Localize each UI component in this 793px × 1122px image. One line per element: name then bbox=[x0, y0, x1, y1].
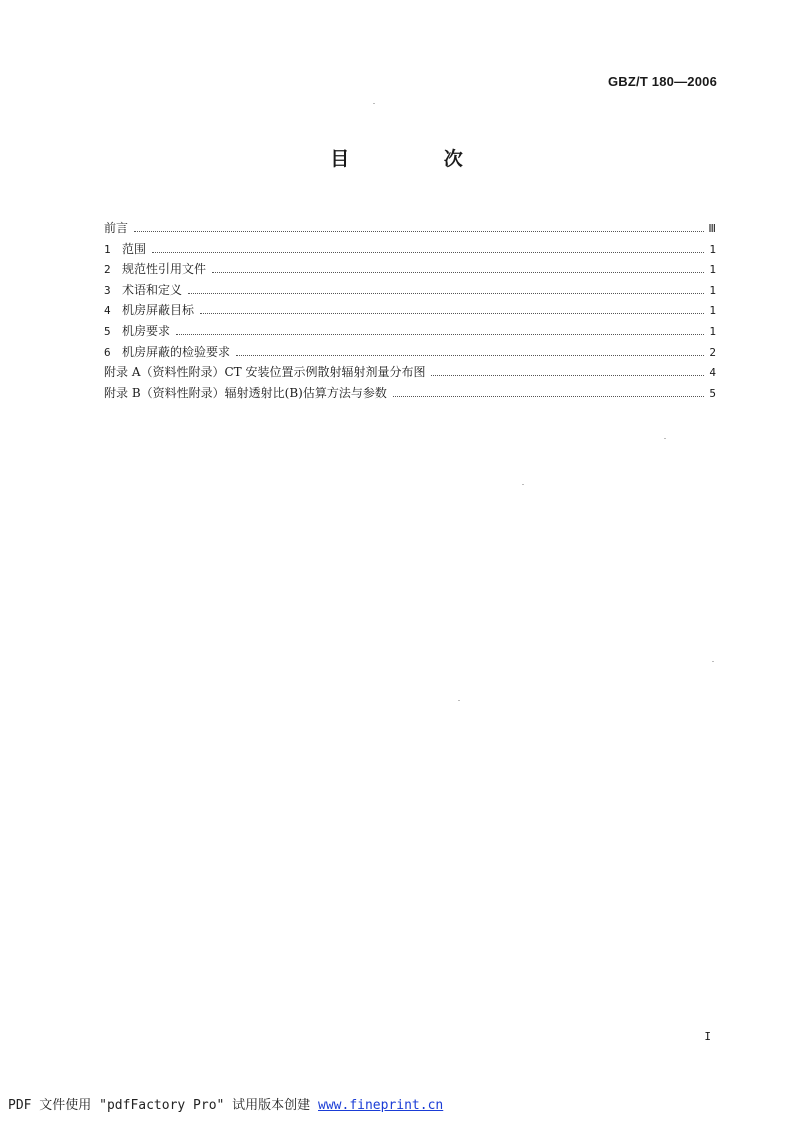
toc-dot-leader bbox=[134, 231, 704, 232]
scan-speck bbox=[522, 484, 524, 485]
toc-dot-leader bbox=[236, 355, 704, 356]
toc-entry-number: 4 bbox=[104, 304, 111, 318]
toc-entry-page: 2 bbox=[709, 345, 716, 359]
toc-dot-leader bbox=[176, 334, 704, 335]
toc-dot-leader bbox=[212, 272, 704, 273]
toc-dot-leader bbox=[431, 375, 704, 376]
toc-entry-page: 1 bbox=[709, 242, 716, 256]
toc-entry-label: 机房要求 bbox=[122, 323, 171, 338]
page-title: 目 次 bbox=[330, 148, 507, 170]
footer-text: PDF 文件使用 "pdfFactory Pro" 试用版本创建 bbox=[8, 1098, 311, 1113]
toc-entry[interactable] bbox=[104, 259, 716, 280]
toc-entry-page: 4 bbox=[709, 366, 716, 380]
toc-entry-label: 附录 A（资料性附录）CT 安装位置示例散射辐射剂量分布图 bbox=[104, 365, 426, 380]
scan-speck bbox=[373, 103, 375, 104]
standard-code: GBZ/T 180—2006 bbox=[607, 74, 717, 89]
toc-entry[interactable] bbox=[104, 300, 716, 321]
toc-entry-label: 规范性引用文件 bbox=[122, 262, 207, 277]
toc-entry-number: 5 bbox=[104, 324, 111, 338]
toc-entry-number: 6 bbox=[104, 345, 111, 359]
toc-entry-label: 范围 bbox=[122, 241, 147, 256]
toc-entry-number: 1 bbox=[104, 242, 111, 256]
toc-entry-page: 5 bbox=[709, 386, 716, 400]
toc-entry[interactable] bbox=[104, 239, 716, 260]
toc-entry-page: 1 bbox=[709, 304, 716, 318]
pdf-footer bbox=[8, 1094, 443, 1113]
toc-entry-label: 附录 B（资料性附录）辐射透射比(B)估算方法与参数 bbox=[104, 385, 387, 400]
toc-entry[interactable] bbox=[104, 342, 716, 363]
scan-speck bbox=[458, 700, 460, 701]
page-number: I bbox=[704, 1030, 711, 1043]
toc-dot-leader bbox=[393, 396, 704, 397]
scan-speck bbox=[664, 438, 666, 439]
table-of-contents bbox=[104, 218, 716, 403]
scan-speck bbox=[712, 661, 714, 662]
toc-entry[interactable] bbox=[104, 321, 716, 342]
toc-entry-label: 机房屏蔽目标 bbox=[122, 303, 195, 318]
toc-entry[interactable] bbox=[104, 383, 716, 404]
toc-entry-label: 机房屏蔽的检验要求 bbox=[122, 344, 231, 359]
toc-entry[interactable] bbox=[104, 218, 716, 239]
toc-dot-leader bbox=[188, 293, 704, 294]
toc-dot-leader bbox=[152, 252, 704, 253]
toc-dot-leader bbox=[200, 313, 704, 314]
toc-entry-page: 1 bbox=[709, 283, 716, 297]
toc-entry-page: Ⅲ bbox=[708, 222, 716, 235]
toc-entry[interactable] bbox=[104, 362, 716, 383]
footer-link[interactable]: www.fineprint.cn bbox=[318, 1098, 444, 1113]
toc-entry-number: 2 bbox=[104, 263, 111, 277]
toc-entry[interactable] bbox=[104, 280, 716, 301]
toc-entry-label: 前言 bbox=[104, 221, 129, 235]
toc-entry-number: 3 bbox=[104, 283, 111, 297]
toc-entry-page: 1 bbox=[709, 263, 716, 277]
toc-entry-label: 术语和定义 bbox=[122, 282, 183, 297]
toc-entry-page: 1 bbox=[709, 324, 716, 338]
